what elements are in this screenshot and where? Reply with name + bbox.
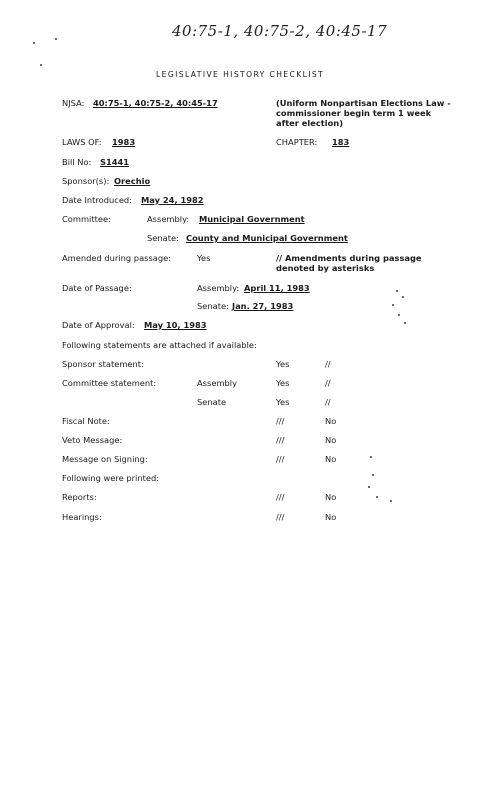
amended-label: Amended during passage: <box>62 253 172 263</box>
njsa-value: 40:75-1, 40:75-2, 40:45-17 <box>93 98 218 108</box>
date-of-approval-value: May 10, 1983 <box>144 320 207 330</box>
passage-assembly-value: April 11, 1983 <box>244 283 310 293</box>
hearings-no: No <box>325 512 337 522</box>
sponsor-statement-label: Sponsor statement: <box>62 359 144 369</box>
hearings-yes: /// <box>276 512 285 522</box>
committee-statement-senate-yes: Yes <box>276 397 290 407</box>
committee-senate-value: County and Municipal Government <box>186 233 348 243</box>
law-description: (Uniform Nonpartisan Elections Law - commissioner begin term 1 week after election) <box>276 98 451 128</box>
committee-statement-senate-no: // <box>325 397 331 407</box>
hearings-label: Hearings: <box>62 512 102 522</box>
committee-statement-assembly-no: // <box>325 378 331 388</box>
passage-assembly-label: Assembly: <box>197 283 240 293</box>
bill-no-label: Bill No: <box>62 157 92 167</box>
chapter-label: CHAPTER: <box>276 137 318 147</box>
reports-yes: /// <box>276 492 285 502</box>
amended-value: Yes <box>197 253 211 263</box>
veto-message-label: Veto Message: <box>62 435 123 445</box>
fiscal-note-yes: /// <box>276 416 285 426</box>
reports-label: Reports: <box>62 492 97 502</box>
veto-message-no: No <box>325 435 337 445</box>
passage-senate-label: Senate: <box>197 301 229 311</box>
fiscal-note-no: No <box>325 416 337 426</box>
statements-header: Following statements are attached if available: <box>62 340 257 350</box>
date-of-approval-label: Date of Approval: <box>62 320 135 330</box>
date-introduced-value: May 24, 1982 <box>141 195 204 205</box>
message-on-signing-yes: /// <box>276 454 285 464</box>
committee-senate-label: Senate: <box>147 233 179 243</box>
sponsor-statement-no: // <box>325 359 331 369</box>
committee-statement-assembly-label: Assembly <box>197 378 237 388</box>
committee-assembly-label: Assembly: <box>147 214 190 224</box>
fiscal-note-label: Fiscal Note: <box>62 416 110 426</box>
committee-statement-label: Committee statement: <box>62 378 157 388</box>
veto-message-yes: /// <box>276 435 285 445</box>
bill-no-value: S1441 <box>100 157 130 167</box>
amended-note: // Amendments during passage denoted by asterisks <box>276 253 422 273</box>
page-title: LEGISLATIVE HISTORY CHECKLIST <box>156 70 325 79</box>
message-on-signing-label: Message on Signing: <box>62 454 148 464</box>
printed-header: Following were printed: <box>62 473 160 483</box>
sponsor-statement-yes: Yes <box>276 359 290 369</box>
date-of-passage-label: Date of Passage: <box>62 283 132 293</box>
sponsor-value: Orechio <box>114 176 151 186</box>
date-introduced-label: Date Introduced: <box>62 195 132 205</box>
committee-label: Committee: <box>62 214 111 224</box>
reports-no: No <box>325 492 337 502</box>
chapter-value: 183 <box>332 137 350 147</box>
sponsor-label: Sponsor(s): <box>62 176 110 186</box>
passage-senate-value: Jan. 27, 1983 <box>232 301 294 311</box>
laws-of-label: LAWS OF: <box>62 137 102 147</box>
committee-statement-senate-label: Senate <box>197 397 227 407</box>
committee-assembly-value: Municipal Government <box>199 214 305 224</box>
laws-of-value: 1983 <box>112 137 136 147</box>
message-on-signing-no: No <box>325 454 337 464</box>
committee-statement-assembly-yes: Yes <box>276 378 290 388</box>
njsa-label: NJSA: <box>62 98 85 108</box>
handwritten-statute-numbers: 40:75-1, 40:75-2, 40:45-17 <box>172 22 388 40</box>
